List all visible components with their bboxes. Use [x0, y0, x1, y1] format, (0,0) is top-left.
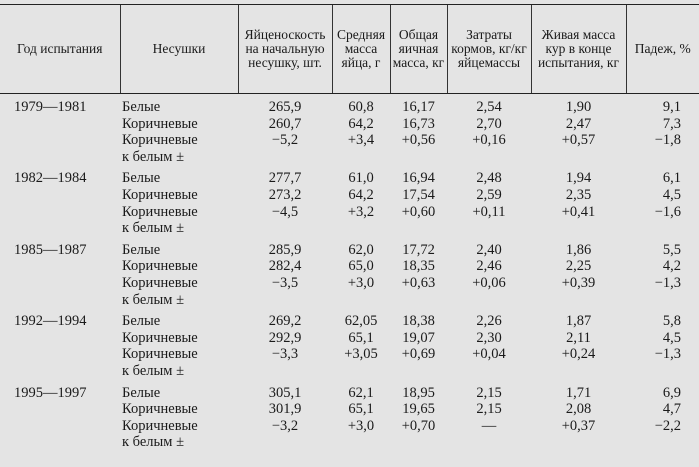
cell-live-weight: 1,90 — [565, 99, 592, 115]
cell-egg-mass: +3,2 — [347, 203, 375, 220]
cell-live-weight: +0,41 — [561, 203, 596, 220]
table-row — [0, 401, 699, 418]
cell-egg-mass: 60,8 — [348, 99, 374, 115]
table-row — [0, 434, 699, 451]
cell-year — [0, 346, 120, 363]
cell-egg-mass: 64,2 — [348, 115, 374, 132]
table-row — [0, 418, 699, 435]
cell-feed-cost: 2,26 — [476, 313, 502, 330]
cell-egg-mass — [332, 434, 390, 451]
header-egg-yield: Яйценоскость на начальную несушку, шт. — [238, 5, 332, 94]
cell-live-weight: 1,71 — [565, 384, 592, 401]
cell-total-egg-mass: 18,35 — [402, 258, 435, 275]
cell-year: 1982—1984 — [14, 170, 87, 187]
cell-hen-type: Белые — [122, 384, 161, 401]
cell-hen-type: к белым ± — [122, 220, 185, 237]
cell-mortality — [626, 434, 699, 451]
cell-egg-yield: −4,5 — [271, 203, 299, 220]
cell-mortality: 4,2 — [662, 258, 681, 275]
table-row — [0, 292, 699, 309]
cell-egg-yield: 260,7 — [268, 115, 302, 132]
cell-feed-cost: 2,46 — [476, 258, 502, 275]
cell-egg-mass: +3,0 — [347, 417, 375, 434]
cell-total-egg-mass: +0,56 — [401, 132, 436, 149]
cell-year: 1995—1997 — [14, 384, 87, 401]
cell-egg-yield — [238, 149, 332, 166]
cell-mortality: −2,2 — [654, 417, 681, 434]
cell-live-weight: 2,08 — [565, 401, 592, 418]
cell-total-egg-mass — [390, 220, 447, 237]
cell-egg-yield: 282,4 — [268, 258, 302, 275]
cell-hen-type: Коричневые — [122, 329, 198, 346]
cell-egg-yield: 301,9 — [268, 401, 302, 418]
cell-mortality: −1,3 — [654, 274, 681, 291]
cell-egg-mass: +3,4 — [347, 132, 375, 149]
cell-year — [0, 292, 120, 309]
cell-total-egg-mass — [390, 434, 447, 451]
cell-hen-type: Белые — [122, 241, 161, 258]
cell-total-egg-mass: 19,07 — [402, 329, 435, 346]
header-hens: Несушки — [120, 5, 238, 94]
cell-mortality: −1,6 — [654, 203, 681, 220]
cell-year — [0, 132, 120, 149]
cell-hen-type: Коричневые — [122, 258, 198, 275]
cell-egg-yield — [238, 434, 332, 451]
header-egg-mass: Средняя масса яйца, г — [332, 5, 390, 94]
cell-mortality: 4,5 — [662, 329, 681, 346]
cell-year: 1979—1981 — [14, 99, 87, 115]
cell-feed-cost: 2,15 — [476, 401, 502, 418]
cell-feed-cost: 2,30 — [476, 329, 502, 346]
table-row — [0, 330, 699, 347]
cell-mortality: 4,5 — [662, 186, 681, 203]
cell-total-egg-mass: 17,72 — [402, 241, 435, 258]
cell-mortality: 9,1 — [662, 99, 681, 115]
cell-total-egg-mass: +0,60 — [401, 203, 436, 220]
cell-egg-mass: 62,1 — [348, 384, 374, 401]
cell-egg-mass — [332, 149, 390, 166]
cell-mortality — [626, 220, 699, 237]
cell-feed-cost: +0,16 — [472, 132, 506, 149]
header-year: Год испытания — [0, 5, 120, 94]
cell-mortality — [626, 149, 699, 166]
cell-live-weight: 1,86 — [565, 241, 592, 258]
cell-year — [0, 220, 120, 237]
cell-live-weight: +0,57 — [561, 132, 596, 149]
cell-hen-type: Белые — [122, 313, 161, 330]
cell-egg-mass: 65,0 — [348, 258, 374, 275]
cell-hen-type: Белые — [122, 99, 161, 115]
cell-year — [0, 116, 120, 133]
cell-egg-mass: +3,05 — [344, 346, 378, 363]
cell-hen-type: Белые — [122, 170, 161, 187]
egg-production-table — [0, 4, 699, 451]
cell-egg-yield: −5,2 — [271, 132, 299, 149]
cell-feed-cost — [447, 434, 531, 451]
header-total-egg-mass: Общая яичная масса, кг — [390, 5, 447, 94]
table-row — [0, 258, 699, 275]
cell-egg-mass: 62,05 — [344, 313, 378, 330]
cell-egg-mass: +3,0 — [347, 274, 375, 291]
cell-egg-mass: 65,1 — [348, 329, 374, 346]
cell-live-weight: 2,11 — [566, 329, 591, 346]
cell-egg-yield — [238, 363, 332, 380]
cell-mortality — [626, 292, 699, 309]
cell-mortality: −1,3 — [654, 346, 681, 363]
cell-total-egg-mass: +0,70 — [401, 417, 436, 434]
cell-feed-cost — [447, 363, 531, 380]
cell-egg-yield: 285,9 — [268, 241, 302, 258]
cell-hen-type: Коричневые — [122, 132, 198, 149]
cell-hen-type: к белым ± — [122, 362, 185, 379]
cell-feed-cost: +0,06 — [472, 274, 506, 291]
cell-hen-type: Коричневые — [122, 186, 198, 203]
cell-egg-yield: −3,5 — [271, 274, 299, 291]
cell-year — [0, 258, 120, 275]
cell-year — [0, 401, 120, 418]
cell-year — [0, 363, 120, 380]
cell-egg-yield: 265,9 — [268, 99, 302, 115]
cell-mortality: 4,7 — [662, 401, 681, 418]
cell-total-egg-mass: 16,73 — [402, 115, 435, 132]
table-row — [0, 237, 699, 259]
cell-live-weight — [531, 292, 626, 309]
cell-egg-yield: 292,9 — [268, 329, 302, 346]
cell-feed-cost: 2,15 — [476, 384, 502, 401]
cell-live-weight: 2,35 — [565, 186, 592, 203]
table-row — [0, 116, 699, 133]
header-mortality: Падеж, % — [626, 5, 699, 94]
cell-live-weight: 1,87 — [565, 313, 592, 330]
cell-total-egg-mass — [390, 363, 447, 380]
cell-egg-mass — [332, 220, 390, 237]
cell-egg-mass: 65,1 — [348, 401, 374, 418]
cell-feed-cost: +0,04 — [472, 346, 506, 363]
table-row — [0, 204, 699, 221]
cell-egg-mass: 62,0 — [348, 241, 374, 258]
cell-egg-mass: 64,2 — [348, 186, 374, 203]
cell-hen-type: к белым ± — [122, 434, 185, 451]
table-row — [0, 380, 699, 402]
cell-mortality: 5,5 — [662, 241, 681, 258]
cell-year — [0, 149, 120, 166]
cell-live-weight: +0,37 — [561, 417, 596, 434]
cell-feed-cost — [447, 292, 531, 309]
cell-live-weight — [531, 149, 626, 166]
table-row — [0, 165, 699, 187]
cell-total-egg-mass: +0,69 — [401, 346, 436, 363]
cell-live-weight: +0,24 — [561, 346, 596, 363]
cell-total-egg-mass: +0,63 — [401, 274, 436, 291]
header-feed-cost: Затраты кормов, кг/кг яйцемассы — [447, 5, 531, 94]
cell-year — [0, 275, 120, 292]
cell-live-weight: 1,94 — [565, 170, 592, 187]
table-row — [0, 363, 699, 380]
table-row — [0, 187, 699, 204]
cell-egg-mass — [332, 292, 390, 309]
cell-egg-yield: 269,2 — [268, 313, 302, 330]
cell-year — [0, 204, 120, 221]
cell-total-egg-mass: 19,65 — [402, 401, 435, 418]
cell-hen-type: к белым ± — [122, 148, 185, 165]
cell-hen-type: Коричневые — [122, 401, 198, 418]
cell-feed-cost — [447, 220, 531, 237]
cell-egg-yield: 277,7 — [268, 170, 302, 187]
cell-egg-yield: 273,2 — [268, 186, 302, 203]
cell-total-egg-mass: 16,94 — [402, 170, 435, 187]
cell-total-egg-mass: 17,54 — [402, 186, 435, 203]
table-header — [0, 5, 699, 94]
cell-feed-cost: 2,70 — [476, 115, 502, 132]
cell-egg-mass: 61,0 — [348, 170, 374, 187]
cell-total-egg-mass: 18,95 — [402, 384, 435, 401]
table-row — [0, 149, 699, 166]
cell-live-weight — [531, 363, 626, 380]
cell-year — [0, 418, 120, 435]
cell-year — [0, 187, 120, 204]
cell-live-weight — [531, 220, 626, 237]
cell-mortality — [626, 363, 699, 380]
cell-mortality: −1,8 — [654, 132, 681, 149]
table-row — [0, 94, 699, 116]
cell-feed-cost — [447, 149, 531, 166]
cell-mortality: 6,9 — [662, 384, 681, 401]
table-row — [0, 275, 699, 292]
cell-hen-type: к белым ± — [122, 291, 185, 308]
cell-feed-cost: +0,11 — [472, 203, 506, 220]
cell-hen-type: Коричневые — [122, 115, 198, 132]
cell-egg-yield — [238, 220, 332, 237]
cell-live-weight: 2,25 — [565, 258, 592, 275]
cell-feed-cost: 2,40 — [476, 241, 502, 258]
cell-total-egg-mass — [390, 149, 447, 166]
cell-egg-yield — [238, 292, 332, 309]
cell-feed-cost: 2,59 — [476, 186, 502, 203]
cell-year: 1992—1994 — [14, 313, 87, 330]
cell-year: 1985—1987 — [14, 241, 87, 258]
cell-egg-yield: −3,3 — [271, 346, 299, 363]
cell-mortality: 7,3 — [662, 115, 681, 132]
table-body — [0, 94, 699, 451]
header-live-weight: Живая масса кур в конце испытания, кг — [531, 5, 626, 94]
cell-year — [0, 330, 120, 347]
cell-hen-type: Коричневые — [122, 346, 198, 363]
cell-live-weight: 2,47 — [565, 115, 592, 132]
cell-total-egg-mass: 18,38 — [402, 313, 435, 330]
cell-feed-cost: — — [481, 417, 497, 434]
cell-hen-type: Коричневые — [122, 203, 198, 220]
cell-mortality: 5,8 — [662, 313, 681, 330]
cell-egg-yield: 305,1 — [268, 384, 302, 401]
table-row — [0, 220, 699, 237]
cell-total-egg-mass — [390, 292, 447, 309]
cell-year — [0, 434, 120, 451]
cell-live-weight: +0,39 — [561, 274, 596, 291]
table-row — [0, 308, 699, 330]
cell-live-weight — [531, 434, 626, 451]
table-row — [0, 346, 699, 363]
cell-hen-type: Коричневые — [122, 274, 198, 291]
cell-mortality: 6,1 — [662, 170, 681, 187]
table-row — [0, 132, 699, 149]
cell-feed-cost: 2,48 — [476, 170, 502, 187]
cell-hen-type: Коричневые — [122, 417, 198, 434]
cell-total-egg-mass: 16,17 — [402, 99, 435, 115]
cell-egg-mass — [332, 363, 390, 380]
cell-egg-yield: −3,2 — [271, 417, 299, 434]
cell-feed-cost: 2,54 — [476, 99, 502, 115]
